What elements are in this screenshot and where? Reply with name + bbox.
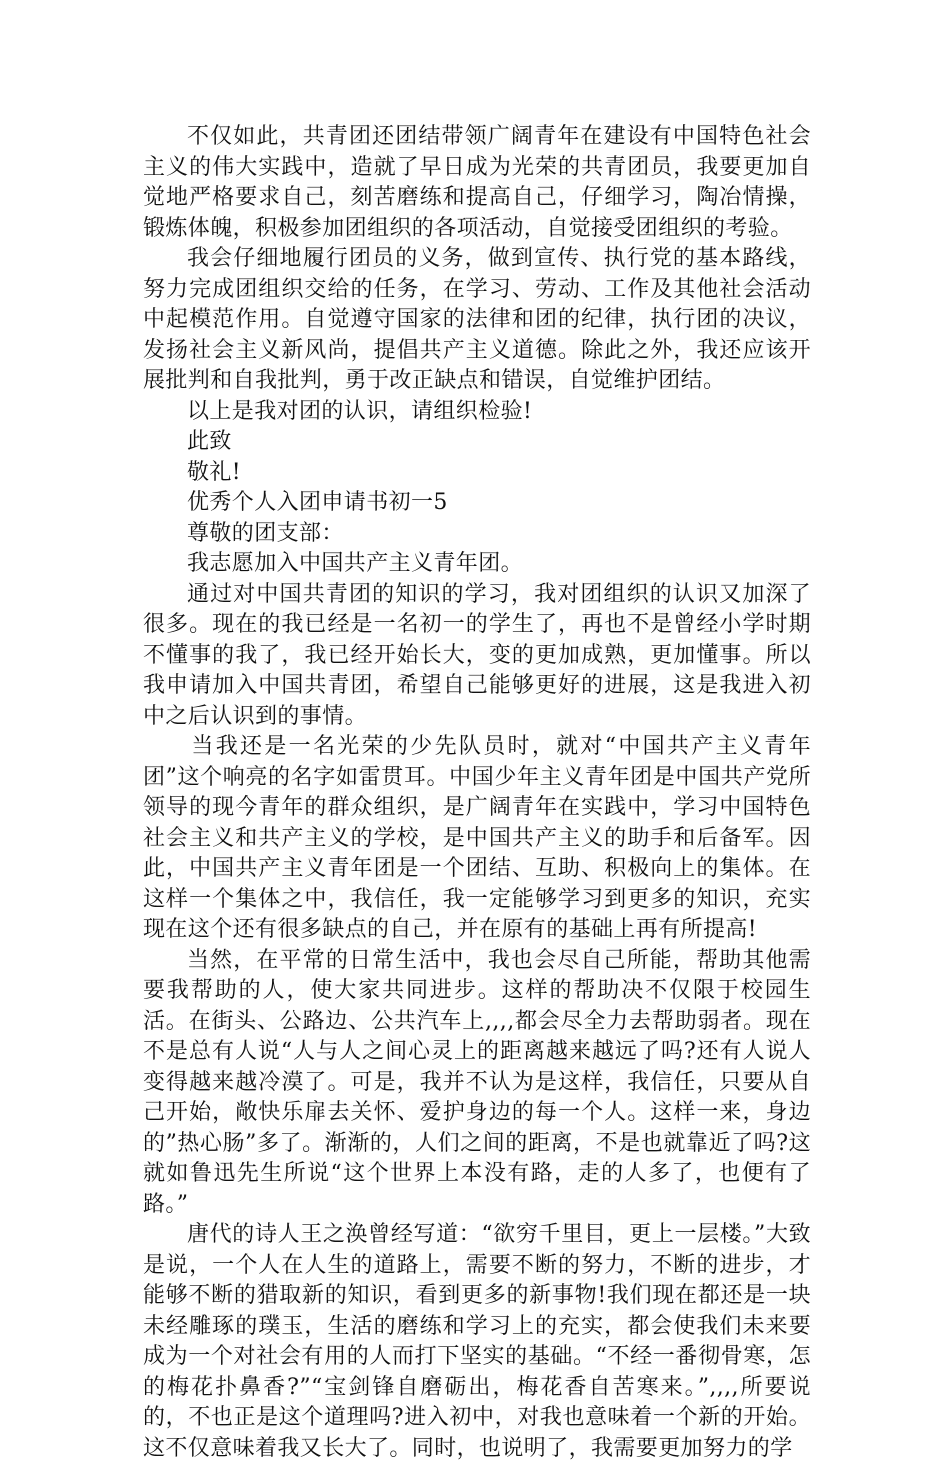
paragraph-1: 不仅如此，共青团还团结带领广阔青年在建设有中国特色社会主义的伟大实践中，造就了早日成为光荣的共青团员，我要更加自觉地严格要求自己，刻苦磨练和提高自己，仔细学习，陶冶情操，锻炼体魄，积极参加团组织的各项活动，自觉接受团组织的考验。 <box>143 124 811 241</box>
paragraph-4: 通过对中国共青团的知识的学习，我对团组织的认识又加深了很多。现在的我已经是一名初一的学生了，再也不是曾经小学时期不懂事的我了，我已经开始长大，变的更加成熟，更加懂事。所以我申请加入中国共青团，希望自己能够更好的进展，这是我进入初中之后认识到的事情。 <box>143 581 811 729</box>
paragraph-3: 以上是我对团的认识，请组织检验! <box>187 398 533 424</box>
document-body <box>143 122 811 1464</box>
paragraph-7: 唐代的诗人王之涣曾经写道：“欲穷千里目，更上一层楼。”大致是说，一个人在人生的道路上，需要不断的努力，不断的进步，才能够不断的猎取新的知识，看到更多的新事物!我们现在都还是一块未经雕琢的璞玉，生活的磨练和学习上的充实，都会使我们未来要成为一个对社会有用的人而打下坚实的基础。“不经一番彻骨寒，怎的梅花扑鼻香?”“宝剑锋自磨砺出，梅花香自苦寒来。”,,,,所要说的，不也正是这个道理吗?进入初中，对我也意味着一个新的开始。这不仅意味着我又长大了。同时，也说明了，我需要更加努力的学 <box>143 1222 811 1461</box>
paragraph-6: 当然，在平常的日常生活中，我也会尽自己所能，帮助其他需要我帮助的人，使大家共同进步。这样的帮助决不仅限于校园生活。在街头、公路边、公共汽车上,,,,都会尽全力去帮助弱者。现在不是总有人说“人与人之间心灵上的距离越来越远了吗?还有人说人变得越来越冷漠了。可是，我并不认为是这样，我信任，只要从自己开始，敞快乐扉去关怀、爱护身边的每一个人。这样一来，身边的”热心肠”多了。渐渐的，人们之间的距离，不是也就靠近了吗?这就如鲁迅先生所说“这个世界上本没有路，走的人多了，也便有了路。” <box>143 947 811 1217</box>
addressee: 尊敬的团支部： <box>187 520 344 546</box>
closing-regards: 敬礼! <box>187 459 242 485</box>
paragraph-statement: 我志愿加入中国共产主义青年团。 <box>187 551 524 576</box>
section-title: 优秀个人入团申请书初一5 <box>187 490 448 515</box>
paragraph-2: 我会仔细地履行团员的义务，做到宣传、执行党的基本路线，努力完成团组织交给的任务，在学习、劳动、工作及其他社会活动中起模范作用。自觉遵守国家的法律和团的纪律，执行团的决议，发扬社会主义新风尚，提倡共产主义道德。除此之外，我还应该开展批判和自我批判，勇于改正缺点和错误，自觉维护团结。 <box>143 246 811 393</box>
closing-salutation: 此致 <box>187 429 232 454</box>
paragraph-5: 当我还是一名光荣的少先队员时，就对“中国共产主义青年团”这个响亮的名字如雷贯耳。中国少年主义青年团是中国共产党所领导的现今青年的群众组织，是广阔青年在实践中，学习中国特色社会主义和共产主义的学校，是中国共产主义的助手和后备军。因此，中国共产主义青年团是一个团结、互助、积极向上的集体。在这样一个集体之中，我信任，我一定能够学习到更多的知识，充实现在这个还有很多缺点的自己，并在原有的基础上再有所提高! <box>143 734 811 942</box>
